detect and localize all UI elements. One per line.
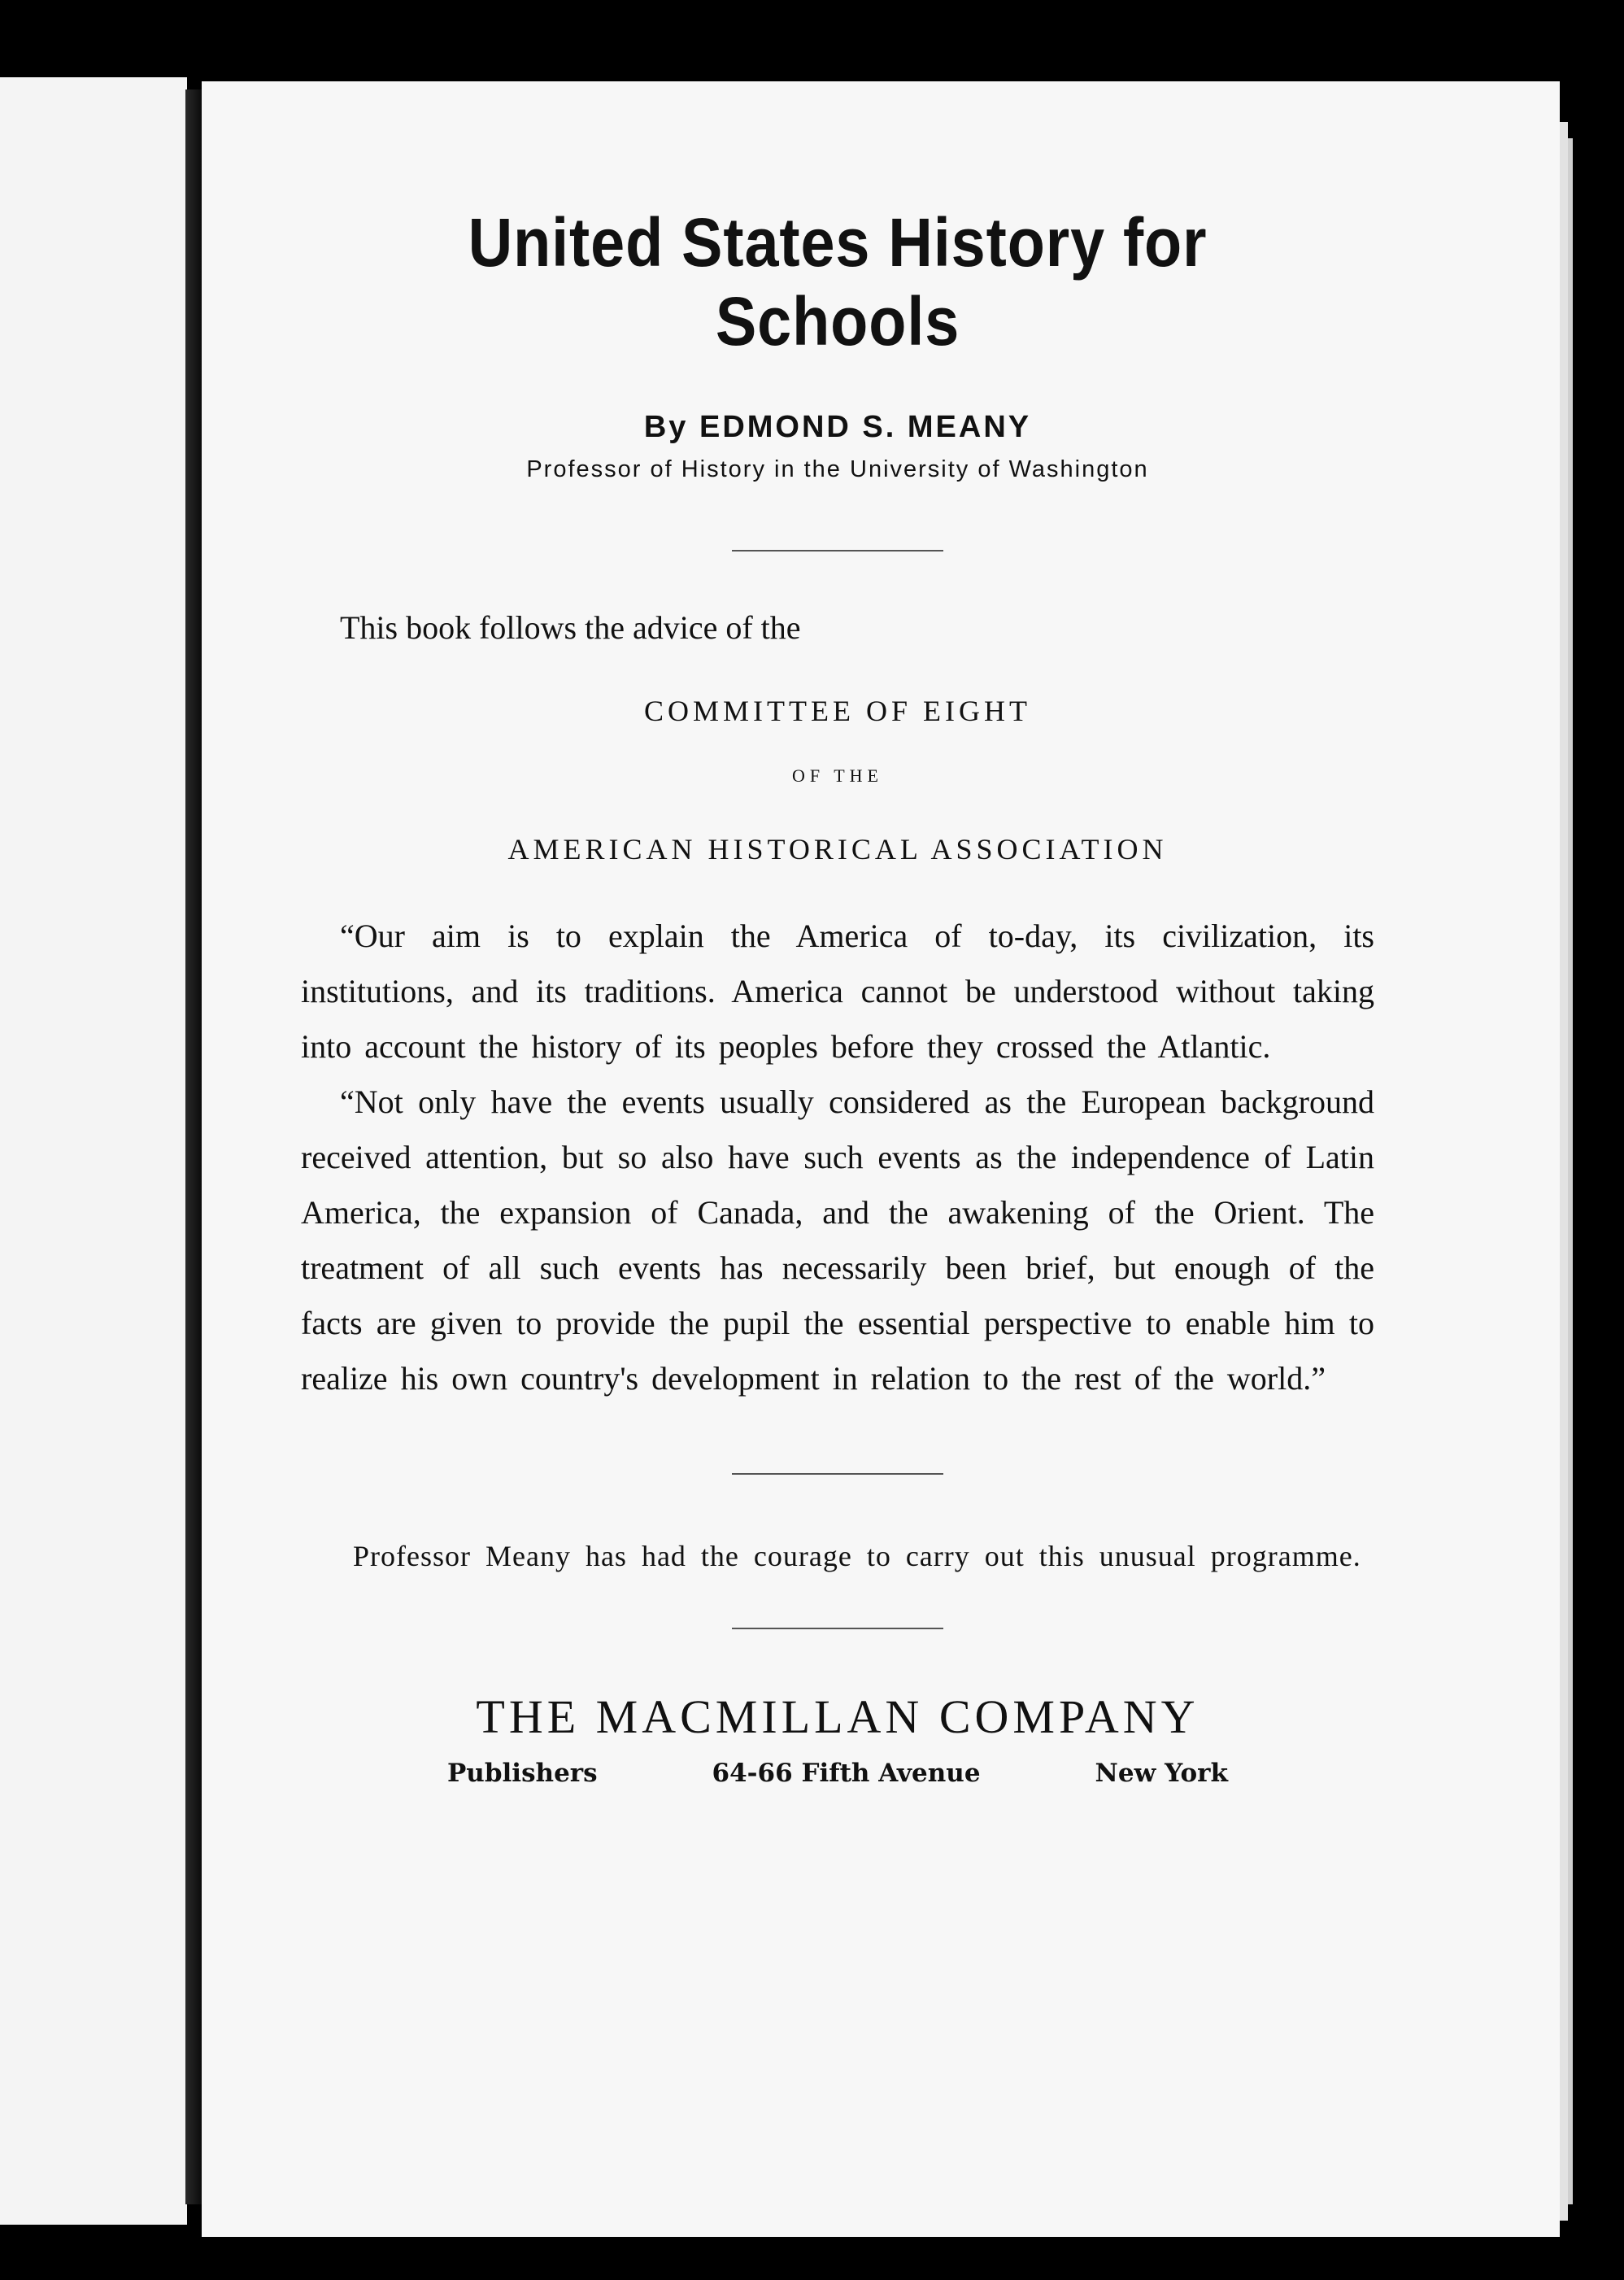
divider-rule: [732, 1628, 943, 1629]
publisher-details: [447, 1759, 1228, 1788]
publisher-city: New York: [1095, 1759, 1228, 1788]
book-title: United States History for Schools: [468, 204, 1208, 360]
page-edge: [1560, 122, 1568, 2221]
of-the-line: OF THE: [792, 765, 883, 786]
divider-rule: [732, 1473, 943, 1475]
left-page: [0, 77, 187, 2225]
advertisement-page: [301, 203, 1374, 1788]
divider-rule: [732, 550, 943, 551]
publisher-role: Publishers: [447, 1759, 598, 1788]
publisher-name: THE MACMILLAN COMPANY: [476, 1690, 1199, 1743]
author-byline: By EDMOND S. MEANY: [643, 410, 1032, 444]
quote-paragraph: “Our aim is to explain the America of to-day, its civilization, its institutions, and its traditions. America cannot be understood without taking into account the history of its peoples before they crossed the Atlantic.: [301, 918, 1374, 1065]
association-name: AMERICAN HISTORICAL ASSOCIATION: [507, 833, 1168, 865]
page-edge-inner: [1568, 138, 1573, 2204]
author-affiliation: Professor of History in the University of Washington: [526, 456, 1149, 482]
publisher-address: 64-66 Fifth Avenue: [712, 1759, 981, 1788]
quote-paragraph: “Not only have the events usually considered as the European background received attention, but so also have such events as the independence of Latin America, the expansion of Canada, and the awakening of the Orient. The treatment of all such events has necessarily been brief, but enough of the facts are given to provide the pupil the essential perspective to enable him to realize his own country's development in relation to the rest of the world.”: [301, 1083, 1374, 1397]
intro-line: This book follows the advice of the: [340, 609, 801, 646]
closing-note: Professor Meany has had the courage to carry out this unusual programme.: [353, 1540, 1361, 1572]
committee-name: COMMITTEE OF EIGHT: [644, 695, 1031, 727]
